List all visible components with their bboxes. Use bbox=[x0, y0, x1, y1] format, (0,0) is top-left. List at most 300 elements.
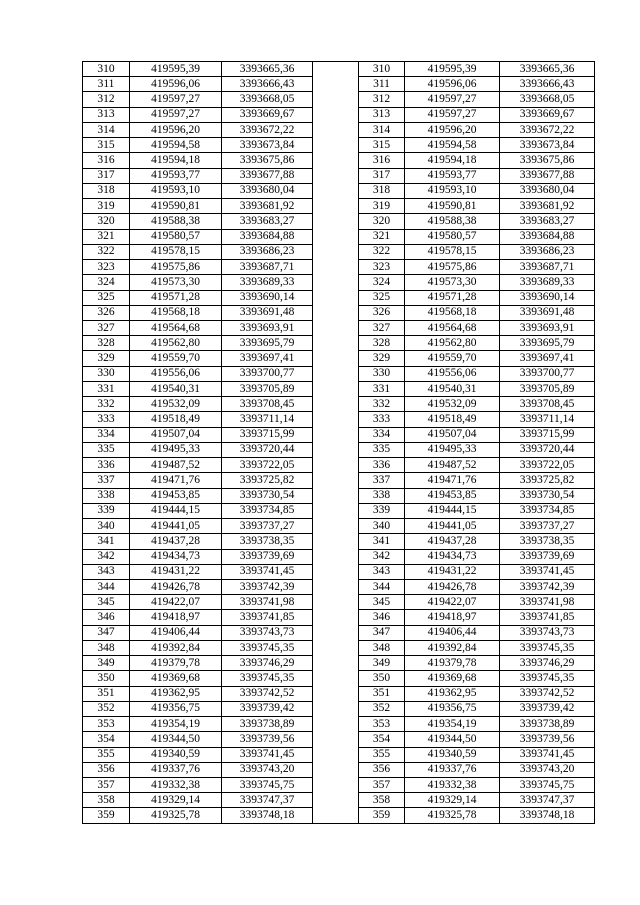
left-point-number-cell: 346 bbox=[83, 610, 130, 625]
left-y-coordinate-cell: 3393747,37 bbox=[222, 793, 313, 808]
right-y-coordinate-cell: 3393691,48 bbox=[500, 305, 595, 320]
right-y-coordinate-cell: 3393738,35 bbox=[500, 534, 595, 549]
left-point-number-cell: 330 bbox=[83, 366, 130, 381]
left-x-coordinate-cell: 419418,97 bbox=[130, 610, 222, 625]
left-y-coordinate-cell: 3393715,99 bbox=[222, 427, 313, 442]
table-row bbox=[83, 808, 595, 823]
left-x-coordinate-cell: 419337,76 bbox=[130, 762, 222, 777]
right-x-coordinate-cell: 419441,05 bbox=[405, 519, 500, 534]
left-y-coordinate-cell: 3393739,69 bbox=[222, 549, 313, 564]
left-x-coordinate-cell: 419406,44 bbox=[130, 625, 222, 640]
left-x-coordinate-cell: 419518,49 bbox=[130, 412, 222, 427]
left-x-coordinate-cell: 419356,75 bbox=[130, 701, 222, 716]
table-row bbox=[83, 519, 595, 534]
right-point-number-cell: 327 bbox=[359, 320, 405, 335]
right-y-coordinate-cell: 3393708,45 bbox=[500, 397, 595, 412]
table-row bbox=[83, 488, 595, 503]
column-gap bbox=[313, 183, 359, 198]
left-point-number-cell: 310 bbox=[83, 62, 130, 77]
table-row bbox=[83, 336, 595, 351]
right-y-coordinate-cell: 3393739,69 bbox=[500, 549, 595, 564]
left-x-coordinate-cell: 419325,78 bbox=[130, 808, 222, 823]
left-y-coordinate-cell: 3393697,41 bbox=[222, 351, 313, 366]
right-y-coordinate-cell: 3393672,22 bbox=[500, 122, 595, 137]
column-gap bbox=[313, 427, 359, 442]
table-row bbox=[83, 122, 595, 137]
left-y-coordinate-cell: 3393720,44 bbox=[222, 442, 313, 457]
column-gap bbox=[313, 747, 359, 762]
left-point-number-cell: 344 bbox=[83, 579, 130, 594]
table-row bbox=[83, 503, 595, 518]
right-point-number-cell: 334 bbox=[359, 427, 405, 442]
right-y-coordinate-cell: 3393680,04 bbox=[500, 183, 595, 198]
left-y-coordinate-cell: 3393700,77 bbox=[222, 366, 313, 381]
left-x-coordinate-cell: 419354,19 bbox=[130, 717, 222, 732]
right-y-coordinate-cell: 3393693,91 bbox=[500, 320, 595, 335]
column-gap bbox=[313, 488, 359, 503]
left-point-number-cell: 324 bbox=[83, 275, 130, 290]
column-gap bbox=[313, 717, 359, 732]
left-x-coordinate-cell: 419422,07 bbox=[130, 595, 222, 610]
right-x-coordinate-cell: 419507,04 bbox=[405, 427, 500, 442]
table-row bbox=[83, 747, 595, 762]
left-y-coordinate-cell: 3393666,43 bbox=[222, 77, 313, 92]
table-row bbox=[83, 610, 595, 625]
left-y-coordinate-cell: 3393739,56 bbox=[222, 732, 313, 747]
right-point-number-cell: 353 bbox=[359, 717, 405, 732]
table-row bbox=[83, 442, 595, 457]
column-gap bbox=[313, 625, 359, 640]
left-point-number-cell: 335 bbox=[83, 442, 130, 457]
right-x-coordinate-cell: 419325,78 bbox=[405, 808, 500, 823]
left-point-number-cell: 347 bbox=[83, 625, 130, 640]
table-row bbox=[83, 701, 595, 716]
left-x-coordinate-cell: 419507,04 bbox=[130, 427, 222, 442]
right-point-number-cell: 311 bbox=[359, 77, 405, 92]
right-x-coordinate-cell: 419337,76 bbox=[405, 762, 500, 777]
table-row bbox=[83, 138, 595, 153]
left-point-number-cell: 341 bbox=[83, 534, 130, 549]
table-row bbox=[83, 260, 595, 275]
right-x-coordinate-cell: 419594,58 bbox=[405, 138, 500, 153]
left-y-coordinate-cell: 3393745,75 bbox=[222, 778, 313, 793]
left-point-number-cell: 353 bbox=[83, 717, 130, 732]
table-row bbox=[83, 107, 595, 122]
right-x-coordinate-cell: 419559,70 bbox=[405, 351, 500, 366]
column-gap bbox=[313, 275, 359, 290]
column-gap bbox=[313, 778, 359, 793]
right-x-coordinate-cell: 419437,28 bbox=[405, 534, 500, 549]
right-y-coordinate-cell: 3393742,39 bbox=[500, 579, 595, 594]
left-x-coordinate-cell: 419596,06 bbox=[130, 77, 222, 92]
right-point-number-cell: 331 bbox=[359, 381, 405, 396]
column-gap bbox=[313, 381, 359, 396]
column-gap bbox=[313, 610, 359, 625]
right-y-coordinate-cell: 3393741,85 bbox=[500, 610, 595, 625]
right-x-coordinate-cell: 419332,38 bbox=[405, 778, 500, 793]
left-y-coordinate-cell: 3393741,45 bbox=[222, 747, 313, 762]
right-x-coordinate-cell: 419596,20 bbox=[405, 122, 500, 137]
right-x-coordinate-cell: 419518,49 bbox=[405, 412, 500, 427]
left-point-number-cell: 333 bbox=[83, 412, 130, 427]
table-row bbox=[83, 656, 595, 671]
right-y-coordinate-cell: 3393668,05 bbox=[500, 92, 595, 107]
left-x-coordinate-cell: 419590,81 bbox=[130, 199, 222, 214]
left-x-coordinate-cell: 419568,18 bbox=[130, 305, 222, 320]
left-x-coordinate-cell: 419344,50 bbox=[130, 732, 222, 747]
left-point-number-cell: 319 bbox=[83, 199, 130, 214]
right-y-coordinate-cell: 3393747,37 bbox=[500, 793, 595, 808]
table-row bbox=[83, 427, 595, 442]
right-point-number-cell: 352 bbox=[359, 701, 405, 716]
right-x-coordinate-cell: 419564,68 bbox=[405, 320, 500, 335]
left-x-coordinate-cell: 419532,09 bbox=[130, 397, 222, 412]
column-gap bbox=[313, 244, 359, 259]
left-point-number-cell: 322 bbox=[83, 244, 130, 259]
table-row bbox=[83, 412, 595, 427]
right-y-coordinate-cell: 3393665,36 bbox=[500, 62, 595, 77]
table-row bbox=[83, 732, 595, 747]
right-point-number-cell: 316 bbox=[359, 153, 405, 168]
table-row bbox=[83, 458, 595, 473]
column-gap bbox=[313, 351, 359, 366]
left-x-coordinate-cell: 419471,76 bbox=[130, 473, 222, 488]
right-point-number-cell: 317 bbox=[359, 168, 405, 183]
column-gap bbox=[313, 671, 359, 686]
right-point-number-cell: 339 bbox=[359, 503, 405, 518]
right-y-coordinate-cell: 3393741,45 bbox=[500, 564, 595, 579]
left-point-number-cell: 357 bbox=[83, 778, 130, 793]
right-point-number-cell: 341 bbox=[359, 534, 405, 549]
left-point-number-cell: 312 bbox=[83, 92, 130, 107]
left-x-coordinate-cell: 419562,80 bbox=[130, 336, 222, 351]
left-point-number-cell: 323 bbox=[83, 260, 130, 275]
right-x-coordinate-cell: 419590,81 bbox=[405, 199, 500, 214]
left-y-coordinate-cell: 3393669,67 bbox=[222, 107, 313, 122]
left-y-coordinate-cell: 3393693,91 bbox=[222, 320, 313, 335]
right-point-number-cell: 358 bbox=[359, 793, 405, 808]
table-row bbox=[83, 229, 595, 244]
table-row bbox=[83, 793, 595, 808]
left-point-number-cell: 311 bbox=[83, 77, 130, 92]
table-row bbox=[83, 686, 595, 701]
left-y-coordinate-cell: 3393705,89 bbox=[222, 381, 313, 396]
right-x-coordinate-cell: 419422,07 bbox=[405, 595, 500, 610]
table-row bbox=[83, 381, 595, 396]
left-point-number-cell: 334 bbox=[83, 427, 130, 442]
right-y-coordinate-cell: 3393715,99 bbox=[500, 427, 595, 442]
right-x-coordinate-cell: 419426,78 bbox=[405, 579, 500, 594]
left-y-coordinate-cell: 3393742,52 bbox=[222, 686, 313, 701]
left-x-coordinate-cell: 419580,57 bbox=[130, 229, 222, 244]
right-x-coordinate-cell: 419597,27 bbox=[405, 107, 500, 122]
left-point-number-cell: 340 bbox=[83, 519, 130, 534]
column-gap bbox=[313, 77, 359, 92]
right-x-coordinate-cell: 419556,06 bbox=[405, 366, 500, 381]
table-row bbox=[83, 305, 595, 320]
left-y-coordinate-cell: 3393687,71 bbox=[222, 260, 313, 275]
left-point-number-cell: 315 bbox=[83, 138, 130, 153]
left-y-coordinate-cell: 3393680,04 bbox=[222, 183, 313, 198]
left-x-coordinate-cell: 419487,52 bbox=[130, 458, 222, 473]
left-point-number-cell: 336 bbox=[83, 458, 130, 473]
left-point-number-cell: 316 bbox=[83, 153, 130, 168]
table-row bbox=[83, 564, 595, 579]
right-x-coordinate-cell: 419392,84 bbox=[405, 640, 500, 655]
column-gap bbox=[313, 305, 359, 320]
right-point-number-cell: 347 bbox=[359, 625, 405, 640]
right-point-number-cell: 313 bbox=[359, 107, 405, 122]
left-y-coordinate-cell: 3393737,27 bbox=[222, 519, 313, 534]
right-x-coordinate-cell: 419369,68 bbox=[405, 671, 500, 686]
table-row bbox=[83, 640, 595, 655]
left-y-coordinate-cell: 3393677,88 bbox=[222, 168, 313, 183]
left-x-coordinate-cell: 419597,27 bbox=[130, 107, 222, 122]
left-x-coordinate-cell: 419594,58 bbox=[130, 138, 222, 153]
left-point-number-cell: 351 bbox=[83, 686, 130, 701]
left-point-number-cell: 337 bbox=[83, 473, 130, 488]
left-x-coordinate-cell: 419431,22 bbox=[130, 564, 222, 579]
column-gap bbox=[313, 564, 359, 579]
right-point-number-cell: 332 bbox=[359, 397, 405, 412]
left-x-coordinate-cell: 419556,06 bbox=[130, 366, 222, 381]
right-y-coordinate-cell: 3393743,20 bbox=[500, 762, 595, 777]
right-x-coordinate-cell: 419540,31 bbox=[405, 381, 500, 396]
right-y-coordinate-cell: 3393711,14 bbox=[500, 412, 595, 427]
column-gap bbox=[313, 656, 359, 671]
left-point-number-cell: 332 bbox=[83, 397, 130, 412]
left-point-number-cell: 356 bbox=[83, 762, 130, 777]
right-point-number-cell: 319 bbox=[359, 199, 405, 214]
right-x-coordinate-cell: 419593,10 bbox=[405, 183, 500, 198]
column-gap bbox=[313, 686, 359, 701]
left-y-coordinate-cell: 3393743,20 bbox=[222, 762, 313, 777]
left-x-coordinate-cell: 419564,68 bbox=[130, 320, 222, 335]
right-point-number-cell: 328 bbox=[359, 336, 405, 351]
right-y-coordinate-cell: 3393739,56 bbox=[500, 732, 595, 747]
left-point-number-cell: 321 bbox=[83, 229, 130, 244]
right-point-number-cell: 322 bbox=[359, 244, 405, 259]
right-y-coordinate-cell: 3393700,77 bbox=[500, 366, 595, 381]
right-x-coordinate-cell: 419329,14 bbox=[405, 793, 500, 808]
left-y-coordinate-cell: 3393742,39 bbox=[222, 579, 313, 594]
right-point-number-cell: 318 bbox=[359, 183, 405, 198]
left-y-coordinate-cell: 3393743,73 bbox=[222, 625, 313, 640]
column-gap bbox=[313, 107, 359, 122]
left-point-number-cell: 345 bbox=[83, 595, 130, 610]
right-x-coordinate-cell: 419588,38 bbox=[405, 214, 500, 229]
table-row bbox=[83, 153, 595, 168]
right-x-coordinate-cell: 419594,18 bbox=[405, 153, 500, 168]
right-point-number-cell: 312 bbox=[359, 92, 405, 107]
left-y-coordinate-cell: 3393741,98 bbox=[222, 595, 313, 610]
left-y-coordinate-cell: 3393686,23 bbox=[222, 244, 313, 259]
column-gap bbox=[313, 153, 359, 168]
column-gap bbox=[313, 320, 359, 335]
right-y-coordinate-cell: 3393745,35 bbox=[500, 671, 595, 686]
table-row bbox=[83, 762, 595, 777]
right-point-number-cell: 351 bbox=[359, 686, 405, 701]
table-row bbox=[83, 320, 595, 335]
left-point-number-cell: 338 bbox=[83, 488, 130, 503]
left-point-number-cell: 354 bbox=[83, 732, 130, 747]
right-point-number-cell: 349 bbox=[359, 656, 405, 671]
right-y-coordinate-cell: 3393743,73 bbox=[500, 625, 595, 640]
right-x-coordinate-cell: 419354,19 bbox=[405, 717, 500, 732]
right-x-coordinate-cell: 419562,80 bbox=[405, 336, 500, 351]
right-point-number-cell: 320 bbox=[359, 214, 405, 229]
right-y-coordinate-cell: 3393690,14 bbox=[500, 290, 595, 305]
right-x-coordinate-cell: 419434,73 bbox=[405, 549, 500, 564]
column-gap bbox=[313, 412, 359, 427]
right-x-coordinate-cell: 419495,33 bbox=[405, 442, 500, 457]
table-row bbox=[83, 275, 595, 290]
right-y-coordinate-cell: 3393725,82 bbox=[500, 473, 595, 488]
left-y-coordinate-cell: 3393708,45 bbox=[222, 397, 313, 412]
left-y-coordinate-cell: 3393711,14 bbox=[222, 412, 313, 427]
left-y-coordinate-cell: 3393748,18 bbox=[222, 808, 313, 823]
left-x-coordinate-cell: 419362,95 bbox=[130, 686, 222, 701]
right-point-number-cell: 314 bbox=[359, 122, 405, 137]
left-x-coordinate-cell: 419332,38 bbox=[130, 778, 222, 793]
right-y-coordinate-cell: 3393677,88 bbox=[500, 168, 595, 183]
table-row bbox=[83, 534, 595, 549]
right-x-coordinate-cell: 419568,18 bbox=[405, 305, 500, 320]
left-x-coordinate-cell: 419540,31 bbox=[130, 381, 222, 396]
left-x-coordinate-cell: 419329,14 bbox=[130, 793, 222, 808]
left-x-coordinate-cell: 419573,30 bbox=[130, 275, 222, 290]
right-x-coordinate-cell: 419444,15 bbox=[405, 503, 500, 518]
column-gap bbox=[313, 260, 359, 275]
left-point-number-cell: 314 bbox=[83, 122, 130, 137]
column-gap bbox=[313, 199, 359, 214]
left-x-coordinate-cell: 419340,59 bbox=[130, 747, 222, 762]
right-x-coordinate-cell: 419418,97 bbox=[405, 610, 500, 625]
right-x-coordinate-cell: 419453,85 bbox=[405, 488, 500, 503]
left-point-number-cell: 318 bbox=[83, 183, 130, 198]
right-x-coordinate-cell: 419362,95 bbox=[405, 686, 500, 701]
left-y-coordinate-cell: 3393691,48 bbox=[222, 305, 313, 320]
left-y-coordinate-cell: 3393739,42 bbox=[222, 701, 313, 716]
table-row bbox=[83, 473, 595, 488]
left-point-number-cell: 350 bbox=[83, 671, 130, 686]
left-y-coordinate-cell: 3393668,05 bbox=[222, 92, 313, 107]
column-gap bbox=[313, 534, 359, 549]
left-point-number-cell: 328 bbox=[83, 336, 130, 351]
left-y-coordinate-cell: 3393730,54 bbox=[222, 488, 313, 503]
table-row bbox=[83, 717, 595, 732]
column-gap bbox=[313, 397, 359, 412]
table-row bbox=[83, 168, 595, 183]
table-row bbox=[83, 183, 595, 198]
right-x-coordinate-cell: 419487,52 bbox=[405, 458, 500, 473]
left-x-coordinate-cell: 419434,73 bbox=[130, 549, 222, 564]
right-x-coordinate-cell: 419344,50 bbox=[405, 732, 500, 747]
right-y-coordinate-cell: 3393730,54 bbox=[500, 488, 595, 503]
left-point-number-cell: 359 bbox=[83, 808, 130, 823]
left-point-number-cell: 342 bbox=[83, 549, 130, 564]
left-point-number-cell: 358 bbox=[83, 793, 130, 808]
left-x-coordinate-cell: 419559,70 bbox=[130, 351, 222, 366]
right-x-coordinate-cell: 419356,75 bbox=[405, 701, 500, 716]
right-x-coordinate-cell: 419471,76 bbox=[405, 473, 500, 488]
column-gap bbox=[313, 229, 359, 244]
column-gap bbox=[313, 519, 359, 534]
right-x-coordinate-cell: 419575,86 bbox=[405, 260, 500, 275]
left-point-number-cell: 313 bbox=[83, 107, 130, 122]
left-y-coordinate-cell: 3393745,35 bbox=[222, 640, 313, 655]
column-gap bbox=[313, 168, 359, 183]
right-y-coordinate-cell: 3393741,98 bbox=[500, 595, 595, 610]
left-x-coordinate-cell: 419594,18 bbox=[130, 153, 222, 168]
left-x-coordinate-cell: 419495,33 bbox=[130, 442, 222, 457]
right-x-coordinate-cell: 419580,57 bbox=[405, 229, 500, 244]
left-x-coordinate-cell: 419578,15 bbox=[130, 244, 222, 259]
left-point-number-cell: 348 bbox=[83, 640, 130, 655]
left-x-coordinate-cell: 419441,05 bbox=[130, 519, 222, 534]
column-gap bbox=[313, 793, 359, 808]
right-point-number-cell: 340 bbox=[359, 519, 405, 534]
right-point-number-cell: 310 bbox=[359, 62, 405, 77]
column-gap bbox=[313, 701, 359, 716]
left-point-number-cell: 327 bbox=[83, 320, 130, 335]
left-y-coordinate-cell: 3393690,14 bbox=[222, 290, 313, 305]
column-gap bbox=[313, 579, 359, 594]
column-gap bbox=[313, 458, 359, 473]
left-point-number-cell: 331 bbox=[83, 381, 130, 396]
left-point-number-cell: 339 bbox=[83, 503, 130, 518]
column-gap bbox=[313, 595, 359, 610]
right-x-coordinate-cell: 419593,77 bbox=[405, 168, 500, 183]
left-y-coordinate-cell: 3393738,35 bbox=[222, 534, 313, 549]
right-y-coordinate-cell: 3393734,85 bbox=[500, 503, 595, 518]
right-y-coordinate-cell: 3393666,43 bbox=[500, 77, 595, 92]
column-gap bbox=[313, 138, 359, 153]
left-x-coordinate-cell: 419575,86 bbox=[130, 260, 222, 275]
column-gap bbox=[313, 473, 359, 488]
right-y-coordinate-cell: 3393745,75 bbox=[500, 778, 595, 793]
right-y-coordinate-cell: 3393737,27 bbox=[500, 519, 595, 534]
right-point-number-cell: 330 bbox=[359, 366, 405, 381]
left-x-coordinate-cell: 419597,27 bbox=[130, 92, 222, 107]
column-gap bbox=[313, 366, 359, 381]
left-y-coordinate-cell: 3393725,82 bbox=[222, 473, 313, 488]
right-y-coordinate-cell: 3393748,18 bbox=[500, 808, 595, 823]
coordinates-table-body bbox=[83, 62, 595, 824]
column-gap bbox=[313, 92, 359, 107]
right-y-coordinate-cell: 3393687,71 bbox=[500, 260, 595, 275]
table-row bbox=[83, 366, 595, 381]
left-y-coordinate-cell: 3393689,33 bbox=[222, 275, 313, 290]
right-x-coordinate-cell: 419340,59 bbox=[405, 747, 500, 762]
table-row bbox=[83, 351, 595, 366]
left-y-coordinate-cell: 3393672,22 bbox=[222, 122, 313, 137]
right-y-coordinate-cell: 3393681,92 bbox=[500, 199, 595, 214]
left-point-number-cell: 355 bbox=[83, 747, 130, 762]
left-point-number-cell: 329 bbox=[83, 351, 130, 366]
left-x-coordinate-cell: 419596,20 bbox=[130, 122, 222, 137]
column-gap bbox=[313, 290, 359, 305]
right-y-coordinate-cell: 3393722,05 bbox=[500, 458, 595, 473]
right-y-coordinate-cell: 3393683,27 bbox=[500, 214, 595, 229]
left-x-coordinate-cell: 419369,68 bbox=[130, 671, 222, 686]
right-point-number-cell: 325 bbox=[359, 290, 405, 305]
table-row bbox=[83, 92, 595, 107]
table-row bbox=[83, 778, 595, 793]
right-x-coordinate-cell: 419597,27 bbox=[405, 92, 500, 107]
left-y-coordinate-cell: 3393673,84 bbox=[222, 138, 313, 153]
table-row bbox=[83, 549, 595, 564]
